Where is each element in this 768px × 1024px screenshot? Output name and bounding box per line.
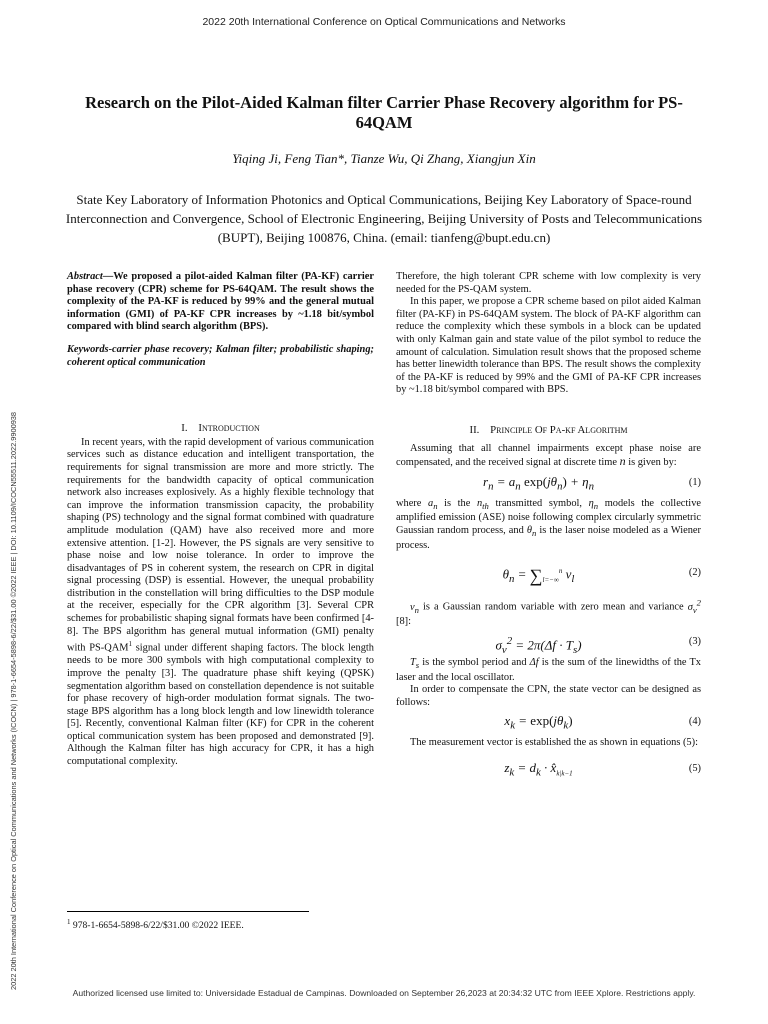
- p4-text-a: where: [396, 497, 428, 509]
- right-paragraph-2: In this paper, we propose a CPR scheme based on pilot aided Kalman filter (PA-KF) in PS-64QAM system. The block of PA-KF algorithm can reduce the complexity which these symbols in a block can be updated with only Kalman gain and state value of the pilot symbol to reduce the amount of calculation. Simulation result shows that the proposed scheme has better linewidth tolerance than BPS. The result shows the complexity of the PA-KF is reduced by 99% and the GMI of PA-KF CPR increases by ~1.18 bit/symbol compared with BPS.: [396, 296, 701, 396]
- footnote-text: 978-1-6654-5898-6/22/$31.00 ©2022 IEEE.: [70, 920, 244, 932]
- equation-3: [396, 632, 701, 654]
- equation-4-formula: $x_k = \exp(j\theta_k)$: [504, 713, 573, 733]
- right-paragraph-4: where $a_n$ is the $n_{th}$ transmitted symbol, $\eta_n$ models the collective amplified emission (ASE) noise following complex circularly symmetric Gaussian random process, and $\theta_n$ is the laser noise modeled as a Wiener process.: [396, 497, 701, 551]
- equation-4: [396, 712, 701, 734]
- equation-2-number: (2): [688, 567, 701, 579]
- left-column: [67, 271, 374, 769]
- intro-paragraph: [67, 437, 374, 769]
- paper-title: Research on the Pilot-Aided Kalman filter Carrier Phase Recovery algorithm for PS-64QAM: [85, 93, 683, 132]
- section-2-heading: [396, 424, 701, 437]
- equation-1-number: (1): [688, 476, 701, 488]
- footnote-mark: 1: [67, 918, 71, 926]
- section-1-number: I.: [181, 422, 188, 435]
- equation-2: [396, 555, 701, 593]
- intro-text-b: signal under different shaping factors. The block length needs to be more 300 symbols with high computational complexity to improve the penalty [3]. The quadrature phase shift keying (QPSK) segmentation algorithm based on constellation dependence is not suitable for phase recovery of high-order modulation format signals. The two-stage BPS algorithm has a long block length and low linewidth tolerance [5]. Recently, conventional Kalman filter (KF) for CPR in the coherent optical communication system has been proposed and demonstrated [9]. Although the Kalman filter has high accuracy for CPR, it has a high computational complexity.: [67, 642, 374, 768]
- conference-header: 2022 20th International Conference on Optical Communications and Networks: [202, 16, 566, 28]
- abstract: [67, 271, 374, 334]
- intro-text-a: In recent years, with the rapid development of various communication services such as distance education and intelligent transportation, the requirements for signal transmission are more and more strictly. The requirements for the bandwidth capacity of optical communication network also increases explosively. As a highly flexible technology that can improve the information transmission capacity, the probability shaping (PS) technology and the signal format combined with quadrature amplitude modulation (QAM) have also received more and more extensive attention. [1-2]. However, the PS signals are very sensitive to phase noise and low noise tolerance. In order to improve the disadvantages of PS in coherent system, the research on CPR in digital signal processing (DSP) is essential. However, the unequal probability distribution in the constellation will bring difficulties to the DSP module at the receiver, especially for the CPR algorithm [3]. Several CPR schemes for probabilistic shaping signal formats have been confirmed [4-8]. The BPS algorithm has general mutual information (GMI) penalty with PS-QAM: [67, 436, 374, 654]
- equation-5: [396, 753, 701, 783]
- p4-text-c: transmitted symbol,: [488, 497, 589, 509]
- p4-text-d: models the collective amplified emission (ASE) noise following complex circularly symmetric Gaussian random process, and: [396, 497, 701, 536]
- right-paragraph-6: $T_s$ is the symbol period and Δf is the sum of the linewidths of the Tx laser and the local oscillator.: [396, 656, 701, 683]
- section-1-title: Introduction: [198, 422, 260, 435]
- right-paragraph-8: The measurement vector is established the as shown in equations (5):: [410, 737, 698, 749]
- abstract-text: —We proposed a pilot-aided Kalman filter (PA-KF) carrier phase recovery (CPR) scheme for PS-64QAM. The result shows the complexity of the PA-KF is reduced by 99% and the general mutual information (GMI) of PA-KF CPR increases by ~1.18 bit/symbol compared with blind search algorithm (BPS).: [67, 271, 374, 333]
- equation-5-number: (5): [688, 763, 701, 775]
- section-2-title: Principle Of Pa-kf Algorithm: [490, 423, 628, 436]
- right-paragraph-1: Therefore, the high tolerant CPR scheme with low complexity is very needed for the PS-QAM system.: [396, 271, 701, 295]
- equation-3-number: (3): [688, 635, 701, 647]
- license-footer: Authorized licensed use limited to: Universidade Estadual de Campinas. Downloaded on September 26,2023 at 20:34:32 UTC from IEEE Xplore. Restrictions apply.: [72, 988, 696, 998]
- intro-footnote-ref[interactable]: 1: [128, 640, 132, 649]
- p5-text-b: [8]:: [396, 616, 412, 628]
- equation-2-formula: $\theta_n = \sum_{l=-\infty}^n$ $v_l$: [502, 565, 575, 586]
- paper-authors: Yiqing Ji, Feng Tian*, Tianze Wu, Qi Zhang, Xiangjun Xin: [232, 151, 536, 166]
- equation-1-formula: $r_n = a_n$ $\exp(j\theta_n) + \eta_n$: [483, 473, 594, 493]
- section-2-number: II.: [469, 423, 480, 436]
- p4-text-b: is the: [437, 497, 477, 509]
- right-paragraph-7: In order to compensate the CPN, the state vector can be designed as follows:: [396, 684, 701, 708]
- p4-text-e: is the laser noise modeled as a Wiener process.: [396, 524, 701, 551]
- section-1-heading: [67, 422, 374, 435]
- right-paragraph-5: $v_n$ is a Gaussian random variable with zero mean and variance $\sigma_v^2$ [8]:: [396, 597, 701, 628]
- p6-text-a: is the symbol period and: [419, 656, 530, 668]
- abstract-label: Abstract: [67, 271, 103, 282]
- right-paragraph-3: Assuming that all channel impairments except phase noise are compensated, and the received signal at discrete time n is given by:: [396, 442, 701, 469]
- sidebar-doi-text: 2022 20th International Conference on Optical Communications and Networks (ICOCN) | 978-1-6654-5898-6/22/$31.00 ©2022 IEEE | DOI: 10.1109/ICOCN55511.2022.9900938: [9, 411, 18, 990]
- footnote: [67, 918, 244, 931]
- right-column: [396, 271, 701, 786]
- paper-affiliation: State Key Laboratory of Information Photonics and Optical Communications, Beijing Key Laboratory of Space-round Interconnection and Convergence, School of Electronic Engineering, Beijing University of Posts and Telecommunications (BUPT), Beijing 100876, China. (email: tianfeng@bupt.edu.cn): [65, 192, 703, 245]
- p5-text-a: is a Gaussian random variable with zero mean and variance: [418, 601, 688, 613]
- equation-3-formula: $\sigma_v^2 = 2\pi(\Delta f \cdot T_s)$: [495, 634, 582, 656]
- p3-text-b: is given by:: [625, 457, 677, 469]
- keywords: Keywords-carrier phase recovery; Kalman filter; probabilistic shaping; coherent optical communication: [67, 343, 374, 368]
- equation-1: [396, 473, 701, 495]
- p6-text-b: is the sum of the linewidths of the Tx laser and the local oscillator.: [396, 656, 701, 683]
- p3-text-a: Assuming that all channel impairments except phase noise are compensated, and the received signal at discrete time: [396, 442, 701, 469]
- equation-5-formula: $z_k = d_k$ · $x̂_{k|k-1}$: [504, 760, 573, 779]
- footnote-rule: [67, 911, 309, 912]
- equation-4-number: (4): [688, 716, 701, 728]
